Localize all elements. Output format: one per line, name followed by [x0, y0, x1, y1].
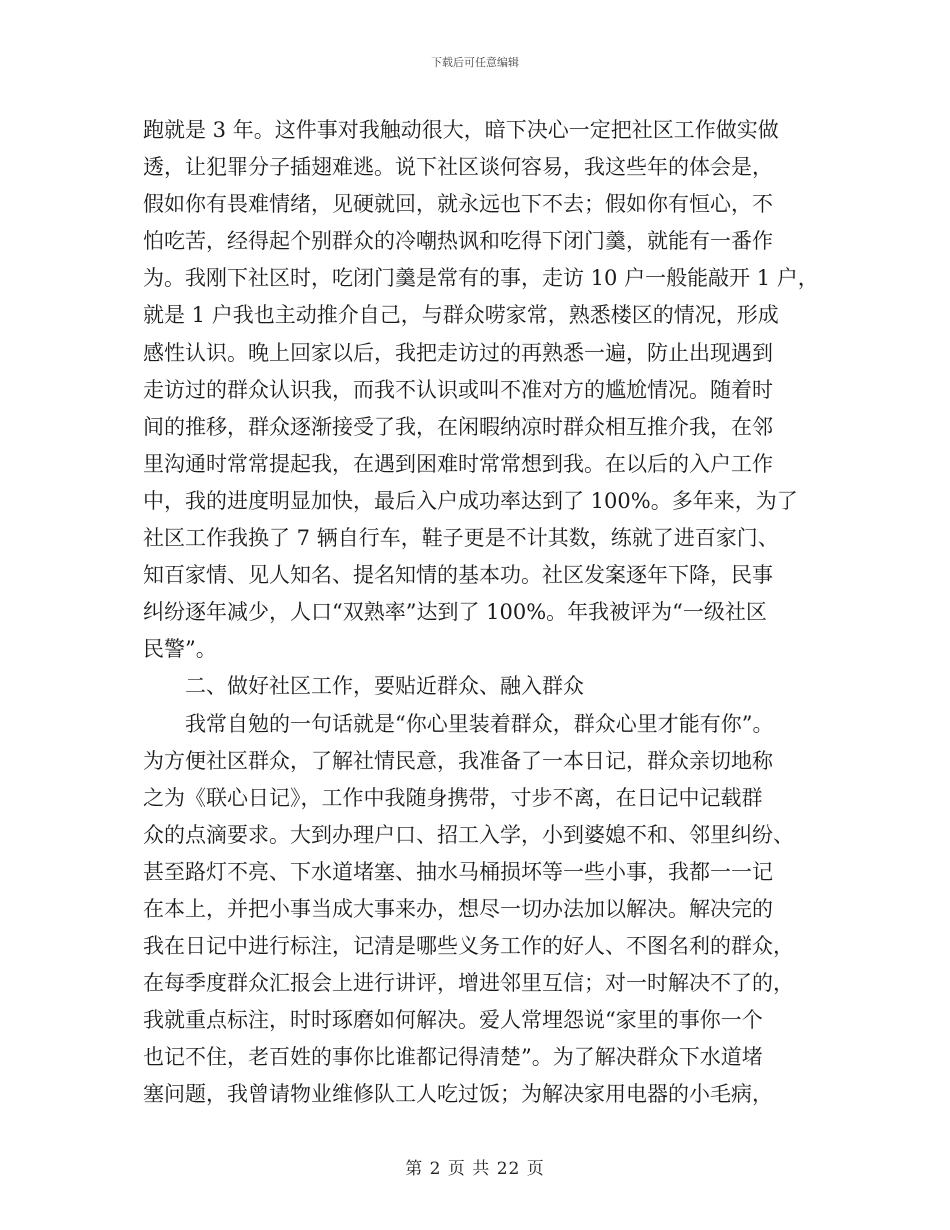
text-line: 为。我刚下社区时，吃闭门羹是常有的事，走访 10 户一般能敲开 1 户，: [143, 266, 819, 291]
text-line: 感性认识。晚上回家以后，我把走访过的再熟悉一遍，防止出现遇到: [143, 340, 773, 365]
text-line: 透，让犯罪分子插翅难逃。说下社区谈何容易，我这些年的体会是，: [143, 155, 773, 180]
text-line: 就是 1 户我也主动推介自己，与群众唠家常，熟悉楼区的情况，形成: [143, 303, 779, 328]
text-line: 众的点滴要求。大到办理户口、招工入学，小到婆媳不和、邻里纠纷、: [143, 822, 794, 847]
document-body: [143, 112, 819, 1114]
text-line: 为方便社区群众，了解社情民意，我准备了一本日记，群众亲切地称: [143, 748, 773, 773]
text-line: 之为《联心日记》，工作中我随身携带，寸步不离，在日记中记载群: [143, 785, 763, 810]
text-line: 也记不住，老百姓的事你比谁都记得清楚”。为了解决群众下水道堵: [143, 1045, 763, 1070]
text-line: 我常自勉的一句话就是“你心里装着群众，群众心里才能有你”。: [185, 711, 774, 736]
text-line: 在本上，并把小事当成大事来办，想尽一切办法加以解决。解决完的: [143, 896, 773, 921]
text-line: 纠纷逐年减少，人口“双熟率”达到了 100%。年我被评为“一级社区: [143, 600, 767, 625]
text-line: 中，我的进度明显加快，最后入户成功率达到了 100%。多年来，为了: [143, 488, 798, 513]
text-line: 在每季度群众汇报会上进行讲评，增进邻里互信；对一时解决不了的，: [143, 971, 794, 996]
text-line: 走访过的群众认识我，而我不认识或叫不准对方的尴尬情况。随着时: [143, 377, 773, 402]
text-line: 里沟通时常常提起我，在遇到困难时常常想到我。在以后的入户工作: [143, 451, 773, 476]
text-line: 怕吃苦，经得起个别群众的冷嘲热讽和吃得下闭门羹，就能有一番作: [143, 229, 773, 254]
text-line: 二、做好社区工作，要贴近群众、融入群众: [185, 674, 584, 699]
text-line: 知百家情、见人知名、提名知情的基本功。社区发案逐年下降，民事: [143, 563, 773, 588]
text-line: 我就重点标注，时时琢磨如何解决。爱人常埋怨说“家里的事你一个: [143, 1008, 763, 1033]
text-line: 假如你有畏难情绪，见硬就回，就永远也下不去；假如你有恒心，不: [143, 192, 773, 217]
text-line: 我在日记中进行标注，记清是哪些义务工作的好人、不图名利的群众，: [143, 934, 794, 959]
text-line: 甚至路灯不亮、下水道堵塞、抽水马桶损坏等一些小事，我都一一记: [143, 859, 773, 884]
page-footer: 第 2 页 共 22 页: [405, 1159, 545, 1179]
text-line: 民警”。: [143, 637, 217, 662]
text-line: 社区工作我换了 7 辆自行车，鞋子更是不计其数，练就了进百家门、: [143, 526, 779, 551]
page-header: 下载后可任意编辑: [431, 56, 519, 69]
text-line: 塞问题，我曾请物业维修队工人吃过饭；为解决家用电器的小毛病，: [143, 1082, 773, 1107]
text-line: 跑就是 3 年。这件事对我触动很大，暗下决心一定把社区工作做实做: [143, 118, 779, 142]
text-line: 间的推移，群众逐渐接受了我，在闲暇纳凉时群众相互推介我，在邻: [143, 414, 773, 439]
